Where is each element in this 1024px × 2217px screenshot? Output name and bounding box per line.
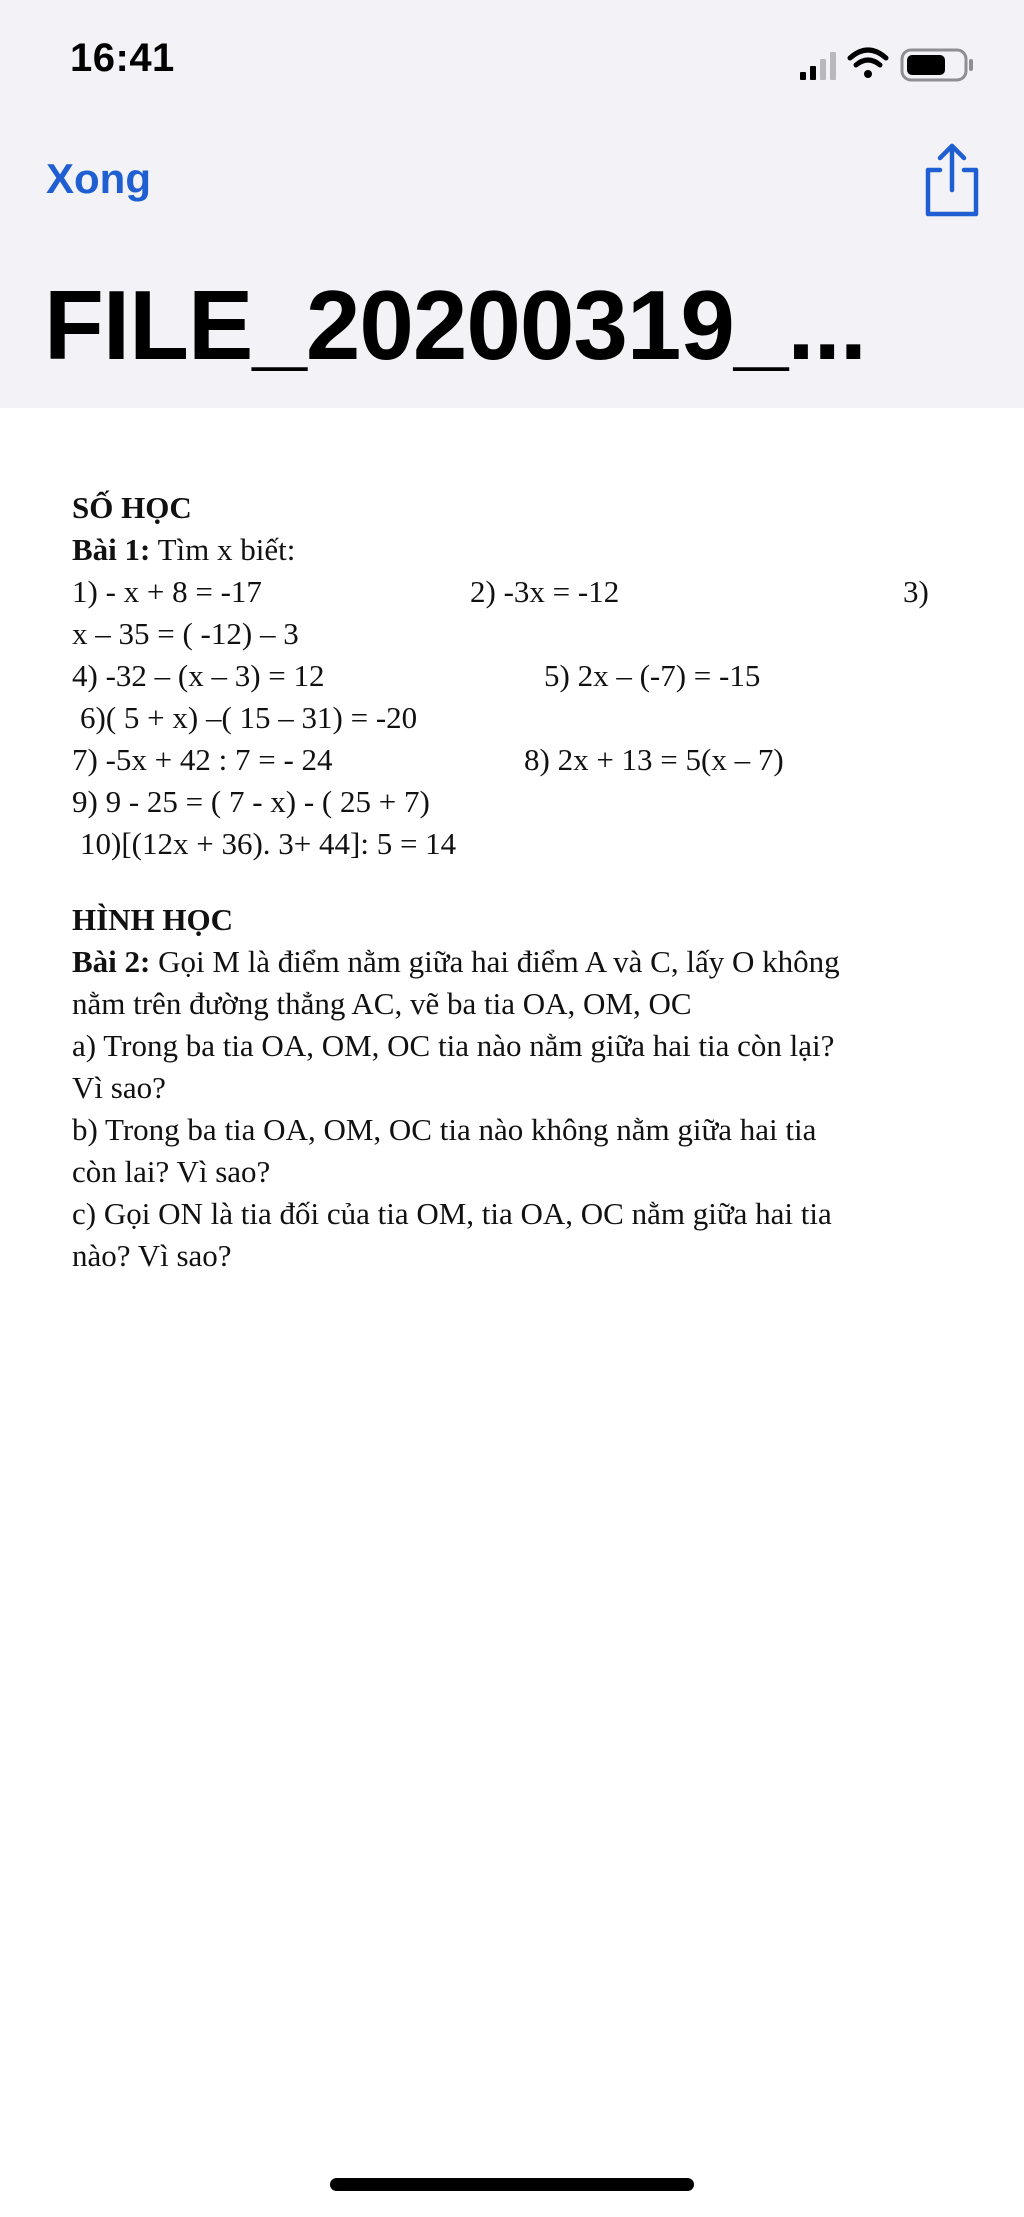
document-page [0, 408, 1024, 2217]
question-a: a) Trong ba tia OA, OM, OC tia nào nằm giữa hai tia còn lại? [72, 1028, 835, 1063]
question-a-line-2: Vì sao? [72, 1070, 166, 1105]
geometry-heading: HÌNH HỌC [72, 902, 234, 937]
exercise-2-label: Bài 2: [72, 944, 151, 979]
problem-4: 4) -32 – (x – 3) = 12 [72, 658, 325, 693]
question-c: c) Gọi ON là tia đối của tia OM, tia OA, OC nằm giữa hai tia [72, 1196, 832, 1231]
problem-7: 7) -5x + 42 : 7 = - 24 [72, 742, 333, 777]
problem-6: 6)( 5 + x) –( 15 – 31) = -20 [80, 700, 418, 735]
exercise-2-text: Gọi M là điểm nằm giữa hai điểm A và C, lấy O không [150, 944, 840, 979]
problem-9: 9) 9 - 25 = ( 7 - x) - ( 25 + 7) [72, 784, 430, 819]
exercise-1-label: Bài 1: [72, 532, 151, 567]
cellular-signal-icon [800, 52, 836, 80]
problem-10: 10)[(12x + 36). 3+ 44]: 5 = 14 [80, 826, 457, 861]
exercise-2-text-line-2: nằm trên đường thẳng AC, vẽ ba tia OA, OM, OC [72, 986, 692, 1021]
status-time: 16:41 [70, 36, 175, 80]
arithmetic-heading: SỐ HỌC [72, 490, 192, 525]
done-button[interactable]: Xong [46, 155, 151, 202]
exercise-1-text: Tìm x biết: [150, 532, 296, 567]
home-indicator[interactable] [330, 2178, 694, 2191]
navigation-header [0, 0, 1024, 408]
battery-icon [902, 50, 973, 80]
problem-3-number: 3) [903, 574, 929, 609]
question-b-line-2: còn lai? Vì sao? [72, 1154, 271, 1189]
problem-1: 1) - x + 8 = -17 [72, 574, 262, 609]
problem-3: x – 35 = ( -12) – 3 [72, 616, 299, 651]
problem-5: 5) 2x – (-7) = -15 [544, 658, 761, 693]
exercise-1-prompt [72, 532, 295, 568]
question-c-line-2: nào? Vì sao? [72, 1238, 232, 1273]
share-icon[interactable] [918, 140, 986, 220]
problem-8: 8) 2x + 13 = 5(x – 7) [524, 742, 784, 777]
problem-2: 2) -3x = -12 [470, 574, 620, 609]
question-b: b) Trong ba tia OA, OM, OC tia nào không nằm giữa hai tia [72, 1112, 817, 1147]
exercise-2-prompt [72, 944, 840, 980]
status-icons [798, 44, 988, 84]
wifi-icon [850, 50, 886, 78]
document-title: FILE_20200319_... [44, 270, 867, 380]
